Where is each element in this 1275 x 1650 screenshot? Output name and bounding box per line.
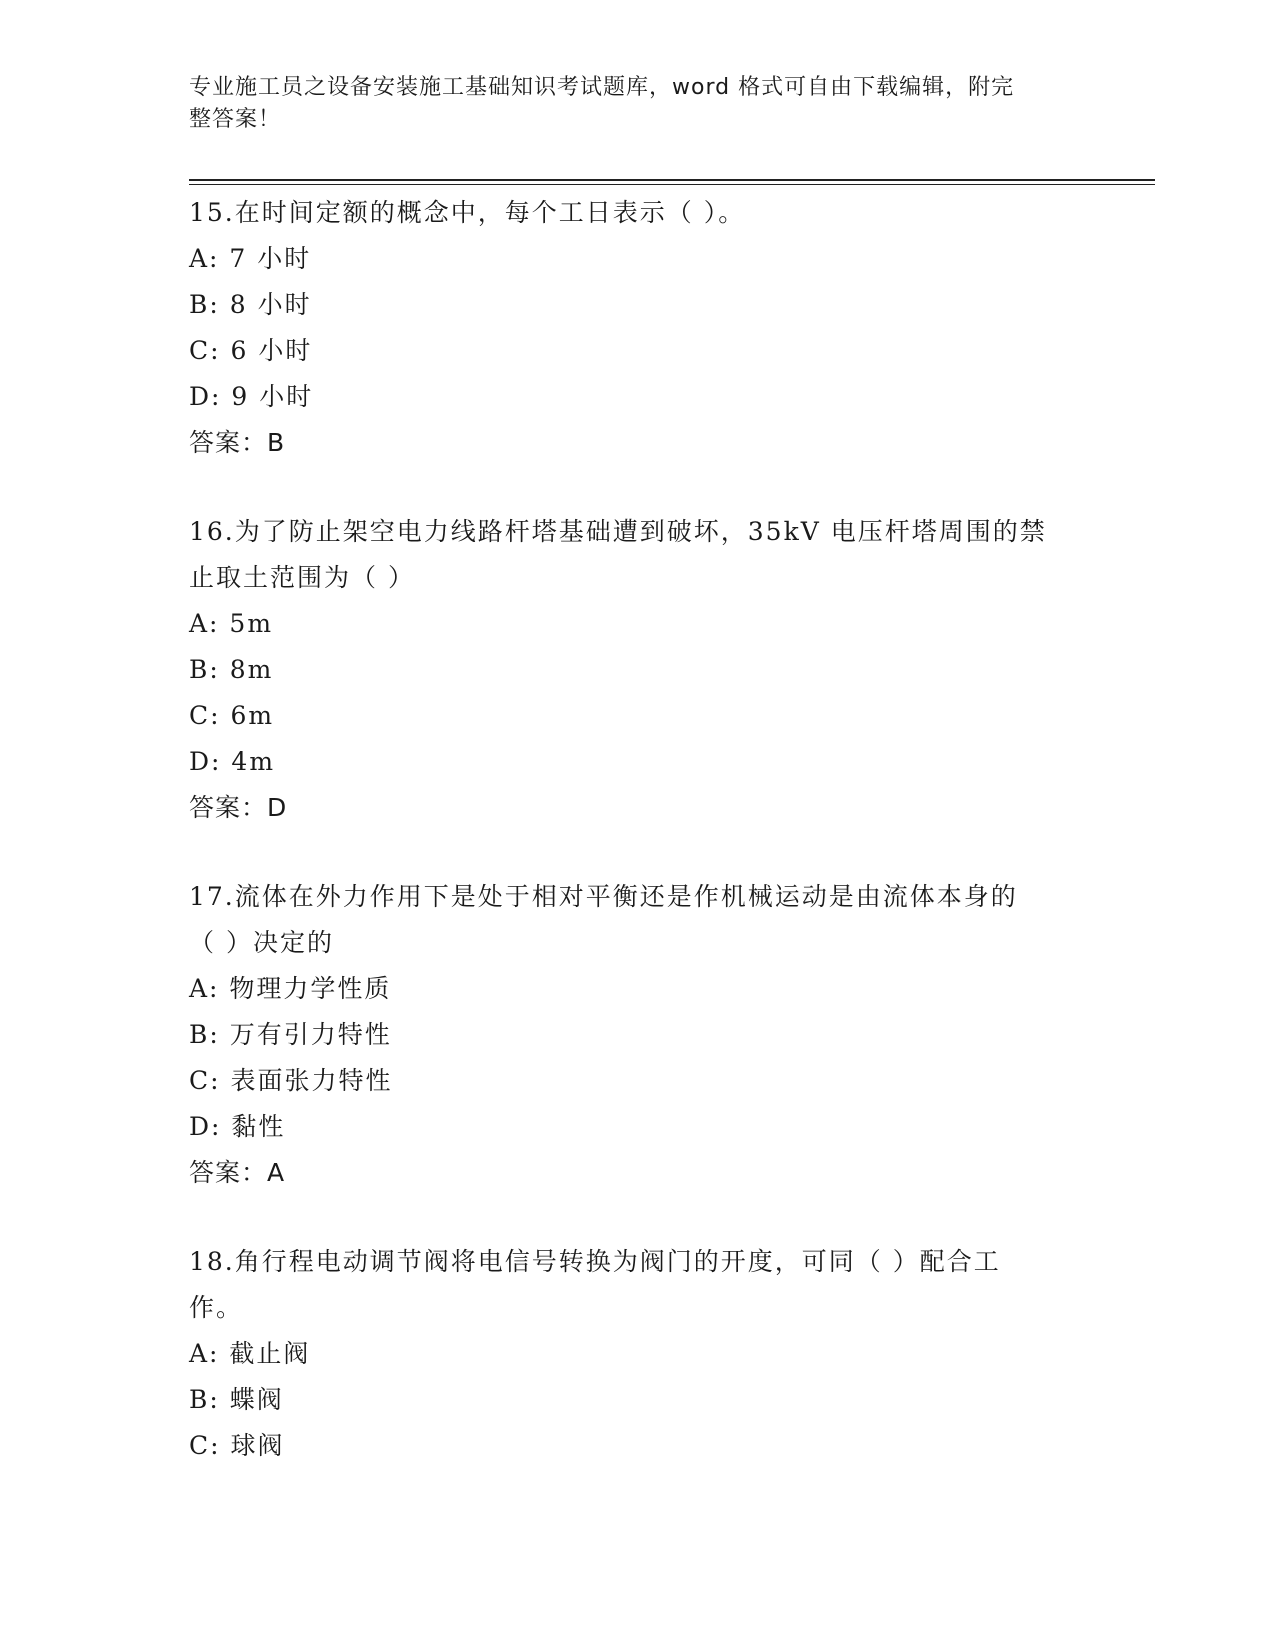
question-stem: 16.为了防止架空电力线路杆塔基础遭到破坏，35kV 电压杆塔周围的禁 [189,517,1047,546]
question-stem: 18.角行程电动调节阀将电信号转换为阀门的开度，可同（ ）配合工 [189,1247,1001,1276]
header-line-2: 整答案！ [189,107,282,132]
answer-label: 答案：A [189,1158,286,1187]
option-d: D: 9 小时 [189,382,314,411]
option-b: B: 8 小时 [189,290,312,319]
question-stem-continued: （ ）决定的 [189,928,334,957]
option-c: C: 6 小时 [189,336,313,365]
answer-label: 答案：D [189,793,288,822]
document-header [189,72,1089,136]
question-18 [189,1239,1089,1469]
option-c: C: 表面张力特性 [189,1066,393,1095]
question-stem-continued: 止取土范围为（ ） [189,563,415,592]
option-b: B: 8m [189,655,274,684]
option-d: D: 4m [189,747,276,776]
header-divider-thin [189,184,1155,185]
header-divider-thick [189,179,1155,181]
option-b: B: 万有引力特性 [189,1020,392,1049]
answer-label: 答案：B [189,428,286,457]
option-c: C: 球阀 [189,1431,285,1460]
option-a: A: 物理力学性质 [189,974,392,1003]
header-line-1: 专业施工员之设备安装施工基础知识考试题库，word 格式可自由下载编辑，附完 [189,75,1015,100]
option-a: A: 截止阀 [189,1339,311,1368]
option-b: B: 蝶阀 [189,1385,284,1414]
question-15 [189,190,1089,466]
question-16 [189,509,1089,831]
option-a: A: 7 小时 [189,244,312,273]
option-c: C: 6m [189,701,275,730]
question-stem: 17.流体在外力作用下是处于相对平衡还是作机械运动是由流体本身的 [189,882,1018,911]
question-list [189,190,1089,1512]
question-17 [189,874,1089,1196]
option-d: D: 黏性 [189,1112,286,1141]
option-a: A: 5m [189,609,274,638]
question-stem: 15.在时间定额的概念中，每个工日表示（ ）。 [189,198,746,227]
question-stem-continued: 作。 [189,1293,244,1322]
